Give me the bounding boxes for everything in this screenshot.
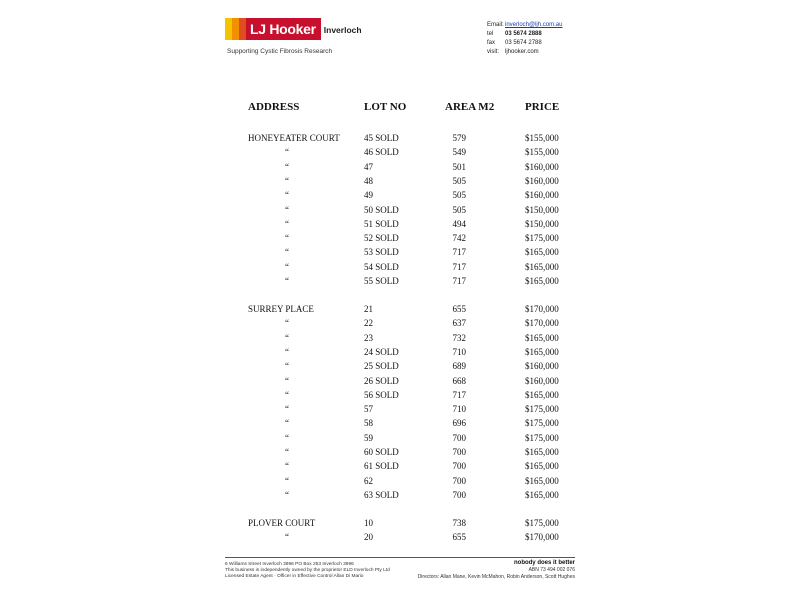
ditto-mark: “ — [285, 389, 289, 400]
ditto-mark: “ — [285, 532, 289, 543]
row-area: 579 — [452, 133, 466, 143]
row-price: $170,000 — [525, 532, 559, 543]
header-price: PRICE — [525, 101, 560, 113]
row-price: $165,000 — [525, 489, 559, 500]
row-lot-no: 54 SOLD — [364, 261, 399, 272]
row-price: $155,000 — [525, 133, 559, 143]
footer-right — [418, 560, 575, 581]
row-price: $165,000 — [525, 276, 559, 286]
ditto-mark: “ — [285, 218, 289, 229]
row-price: $165,000 — [525, 461, 559, 472]
row-price: $165,000 — [525, 332, 559, 343]
row-area: 689 — [452, 361, 466, 372]
row-area: 717 — [452, 247, 466, 258]
ditto-mark: “ — [285, 375, 289, 386]
ditto-mark: “ — [285, 247, 289, 258]
row-lot-no: 49 — [364, 190, 373, 201]
row-area: 717 — [452, 276, 466, 286]
row-area: 494 — [452, 218, 466, 229]
contact-row — [487, 48, 562, 57]
footer-line-text: 6 Williams Street Inverloch 3996 PO Box 253 Inverloch 3996 — [225, 562, 354, 567]
ditto-mark: “ — [285, 318, 289, 329]
lj-hooker-logo — [225, 18, 362, 40]
contact-label: visit: — [487, 49, 499, 55]
row-price: $175,000 — [525, 404, 559, 415]
row-area: 700 — [452, 475, 466, 486]
row-price: $175,000 — [525, 233, 559, 244]
row-lot-no: 10 — [364, 518, 373, 528]
logo-office: Inverloch — [323, 25, 362, 35]
row-lot-no: 51 SOLD — [364, 218, 399, 229]
footer-address — [225, 562, 390, 580]
ditto-mark: “ — [285, 461, 289, 472]
row-address: PLOVER COURT — [248, 518, 316, 528]
ditto-mark: “ — [285, 161, 289, 172]
row-lot-no: 23 — [364, 332, 373, 343]
row-price: $175,000 — [525, 432, 559, 443]
row-lot-no: 53 SOLD — [364, 247, 399, 258]
logo-stripe-yellow — [225, 18, 232, 40]
price-list-page — [187, 0, 614, 600]
row-price: $150,000 — [525, 218, 559, 229]
row-lot-no: 20 — [364, 532, 373, 543]
footer-line-text: Licensed Estate Agent · Officer in Effective Control Allan Di Mario — [225, 574, 364, 579]
row-address: SURREY PLACE — [248, 304, 314, 314]
row-price: $160,000 — [525, 190, 559, 201]
row-lot-no: 50 SOLD — [364, 204, 399, 215]
header-area: AREA M2 — [445, 101, 495, 113]
row-area: 700 — [452, 489, 466, 500]
row-address: HONEYEATER COURT — [248, 133, 340, 143]
logo-stripe-red-orange — [239, 18, 246, 40]
row-price: $160,000 — [525, 161, 559, 172]
row-area: 700 — [452, 432, 466, 443]
row-lot-no: 48 — [364, 175, 373, 186]
row-area: 700 — [452, 447, 466, 457]
row-lot-no: 58 — [364, 418, 373, 429]
ditto-mark: “ — [285, 175, 289, 186]
row-lot-no: 24 SOLD — [364, 346, 399, 357]
ditto-mark: “ — [285, 361, 289, 372]
row-price: $150,000 — [525, 204, 559, 215]
contact-row — [487, 21, 562, 30]
footer-abn: ABN 73 494 002 076 — [528, 567, 575, 573]
row-price: $165,000 — [525, 247, 559, 258]
row-lot-no: 59 — [364, 432, 373, 443]
ditto-mark: “ — [285, 147, 289, 158]
tagline: Supporting Cystic Fibrosis Research — [227, 48, 333, 55]
row-area: 696 — [452, 418, 466, 429]
row-lot-no: 21 — [364, 304, 373, 314]
row-lot-no: 45 SOLD — [364, 133, 399, 143]
row-area: 742 — [452, 233, 466, 244]
row-price: $160,000 — [525, 175, 559, 186]
ditto-mark: “ — [285, 204, 289, 215]
ditto-mark: “ — [285, 261, 289, 272]
header-lot-no: LOT NO — [364, 101, 407, 113]
contact-label: fax — [487, 40, 496, 46]
row-lot-no: 47 — [364, 161, 373, 172]
ditto-mark: “ — [285, 432, 289, 443]
row-price: $165,000 — [525, 447, 559, 457]
row-lot-no: 62 — [364, 475, 373, 486]
row-lot-no: 63 SOLD — [364, 489, 399, 500]
row-lot-no: 55 SOLD — [364, 276, 399, 286]
logo-stripe-orange — [232, 18, 239, 40]
row-lot-no: 46 SOLD — [364, 147, 399, 158]
contact-value: 03 5674 2888 — [505, 31, 542, 37]
row-area: 717 — [452, 389, 466, 400]
row-area: 732 — [452, 332, 466, 343]
row-area: 637 — [452, 318, 466, 329]
row-area: 717 — [452, 261, 466, 272]
ditto-mark: “ — [285, 190, 289, 201]
row-area: 738 — [452, 518, 466, 528]
ditto-mark: “ — [285, 418, 289, 429]
contact-label: tel — [487, 31, 494, 37]
row-lot-no: 26 SOLD — [364, 375, 399, 386]
row-price: $165,000 — [525, 261, 559, 272]
row-area: 710 — [452, 346, 466, 357]
row-price: $175,000 — [525, 418, 559, 429]
ditto-mark: “ — [285, 475, 289, 486]
contact-row — [487, 30, 562, 39]
contact-block — [487, 21, 562, 57]
row-price: $170,000 — [525, 318, 559, 329]
row-lot-no: 56 SOLD — [364, 389, 399, 400]
row-lot-no: 25 SOLD — [364, 361, 399, 372]
row-area: 668 — [452, 375, 466, 386]
footer-slogan: nobody does it better — [513, 560, 575, 566]
row-price: $170,000 — [525, 304, 559, 314]
row-price: $165,000 — [525, 475, 559, 486]
row-area: 505 — [452, 175, 466, 186]
contact-value: 03 5674 2788 — [505, 40, 542, 46]
ditto-mark: “ — [285, 447, 289, 457]
row-price: $165,000 — [525, 346, 559, 357]
logo-brand: LJ Hooker — [246, 18, 321, 40]
row-lot-no: 57 — [364, 404, 373, 415]
row-price: $160,000 — [525, 361, 559, 372]
contact-row — [487, 39, 562, 48]
row-lot-no: 22 — [364, 318, 373, 329]
row-area: 505 — [452, 190, 466, 201]
row-price: $155,000 — [525, 147, 559, 158]
ditto-mark: “ — [285, 276, 289, 286]
ditto-mark: “ — [285, 489, 289, 500]
row-area: 655 — [452, 304, 466, 314]
row-area: 655 — [452, 532, 466, 543]
contact-value[interactable]: inverloch@ljh.com.au — [505, 22, 563, 28]
header-address: ADDRESS — [248, 101, 300, 113]
row-price: $175,000 — [525, 518, 559, 528]
row-price: $165,000 — [525, 389, 559, 400]
contact-value: ljhooker.com — [505, 49, 539, 55]
row-area: 549 — [452, 147, 466, 158]
row-lot-no: 60 SOLD — [364, 447, 399, 457]
footer-directors: Directors: Allan Mane, Kevin McMahon, Robin Anderson, Scott Hughes — [417, 574, 575, 580]
row-price: $160,000 — [525, 375, 559, 386]
row-area: 501 — [452, 161, 466, 172]
ditto-mark: “ — [285, 404, 289, 415]
ditto-mark: “ — [285, 346, 289, 357]
contact-label: Email: — [487, 22, 504, 28]
row-lot-no: 52 SOLD — [364, 233, 399, 244]
ditto-mark: “ — [285, 233, 289, 244]
footer-divider — [225, 557, 575, 558]
row-area: 700 — [452, 461, 466, 472]
row-area: 710 — [452, 404, 466, 415]
footer-line-text: This business is independently owned by the proprietor ELD Inverloch Pty Ltd — [225, 568, 390, 573]
row-area: 505 — [452, 204, 466, 215]
row-lot-no: 61 SOLD — [364, 461, 399, 472]
ditto-mark: “ — [285, 332, 289, 343]
